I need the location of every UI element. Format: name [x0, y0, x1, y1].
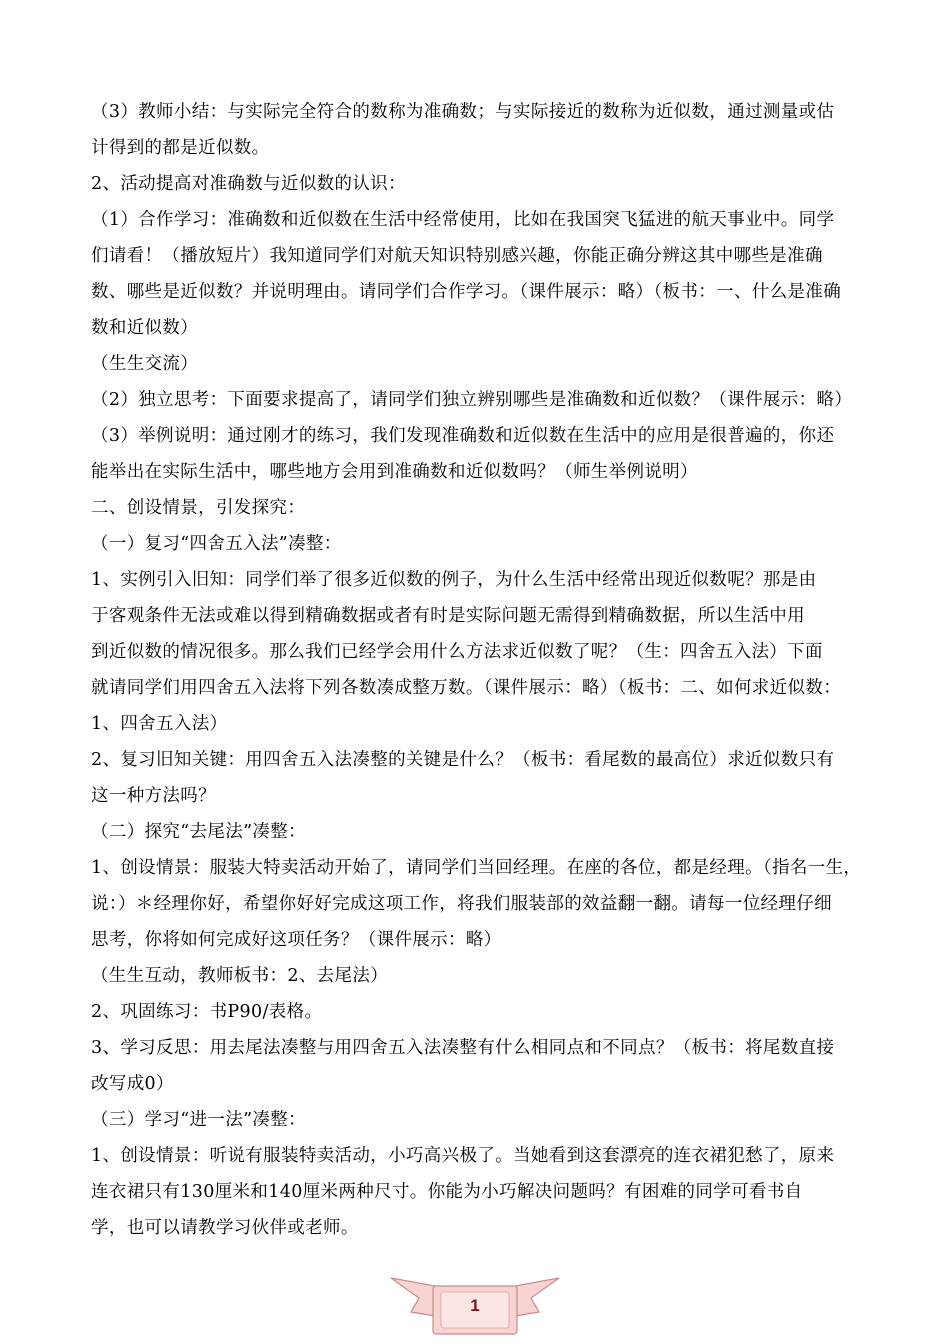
paragraph-line: 们请看！（播放短片）我知道同学们对航天知识特别感兴趣，你能正确分辨这其中哪些是准确 [91, 246, 823, 266]
paragraph-line: 2、复习旧知关键：用四舍五入法凑整的关键是什么？（板书：看尾数的最高位）求近似数只有 [91, 750, 835, 770]
subsection-heading: （二）探究“去尾法”凑整： [91, 822, 306, 842]
paragraph-line: 就请同学们用四舍五入法将下列各数凑成整万数。（课件展示：略）（板书：二、如何求近似数： [91, 678, 842, 698]
paragraph-line: 1、创设情景：听说有服装特卖活动，小巧高兴极了。当她看到这套漂亮的连衣裙犯愁了，原来 [91, 1146, 835, 1166]
paragraph-line: 思考，你将如何完成好这项任务？（课件展示：略） [91, 930, 502, 950]
subsection-heading: （三）学习“进一法”凑整： [91, 1110, 306, 1130]
paragraph-line: （生生交流） [91, 354, 199, 374]
page-number: 1 [470, 1296, 480, 1315]
paragraph-line: （3）举例说明：通过刚才的练习，我们发现准确数和近似数在生活中的应用是很普遍的，你还 [91, 426, 835, 446]
paragraph-line: （2）独立思考：下面要求提高了，请同学们独立辨别哪些是准确数和近似数？（课件展示：略） [91, 390, 853, 410]
paragraph-line: 连衣裙只有130厘米和140厘米两种尺寸。你能为小巧解决问题吗？有困难的同学可看书自 [91, 1182, 803, 1202]
paragraph-line: （3）教师小结：与实际完全符合的数称为准确数；与实际接近的数称为近似数，通过测量或估 [91, 102, 835, 122]
paragraph-line: 说：）＊经理你好，希望你好好完成这项工作，将我们服装部的效益翻一翻。请每一位经理仔细 [91, 894, 832, 914]
paragraph-line: 这一种方法吗？ [91, 786, 216, 806]
paragraph-line: 1、四舍五入法） [91, 714, 228, 734]
paragraph-line: 3、学习反思：用去尾法凑整与用四舍五入法凑整有什么相同点和不同点？（板书：将尾数直接 [91, 1038, 835, 1058]
paragraph-line: 1、创设情景：服装大特卖活动开始了，请同学们当回经理。在座的各位，都是经理。（指名一生， [91, 858, 862, 878]
subsection-heading: （一）复习“四舍五入法”凑整： [91, 534, 342, 554]
paragraph-line: 改写成0） [91, 1074, 174, 1094]
paragraph-line: 1、实例引入旧知：同学们举了很多近似数的例子，为什么生活中经常出现近似数呢？那是由 [91, 570, 817, 590]
paragraph-line: 2、巩固练习：书P90/表格。 [91, 1002, 323, 1022]
paragraph-line: 计得到的都是近似数。 [91, 138, 270, 158]
paragraph-line: （1）合作学习：准确数和近似数在生活中经常使用，比如在我国突飞猛进的航天事业中。同学 [91, 210, 835, 230]
page-number-ribbon [389, 1272, 561, 1338]
paragraph-line: 能举出在实际生活中，哪些地方会用到准确数和近似数吗？（师生举例说明） [91, 462, 698, 482]
paragraph-line: 数、哪些是近似数？并说明理由。请同学们合作学习。（课件展示：略）（板书：一、什么是准确 [91, 282, 842, 302]
paragraph-line: 数和近似数） [91, 318, 199, 338]
paragraph-line: 于客观条件无法或难以得到精确数据或者有时是实际问题无需得到精确数据，所以生活中用 [91, 606, 805, 626]
section-heading: 二、创设情景，引发探究： [91, 498, 306, 518]
paragraph-line: 2、活动提高对准确数与近似数的认识： [91, 174, 406, 194]
paragraph-line: （生生互动，教师板书：2、去尾法） [91, 966, 389, 986]
paragraph-line: 到近似数的情况很多。那么我们已经学会用什么方法求近似数了呢？（生：四舍五入法）下面 [91, 642, 823, 662]
paragraph-line: 学，也可以请教学习伙伴或老师。 [91, 1218, 359, 1238]
